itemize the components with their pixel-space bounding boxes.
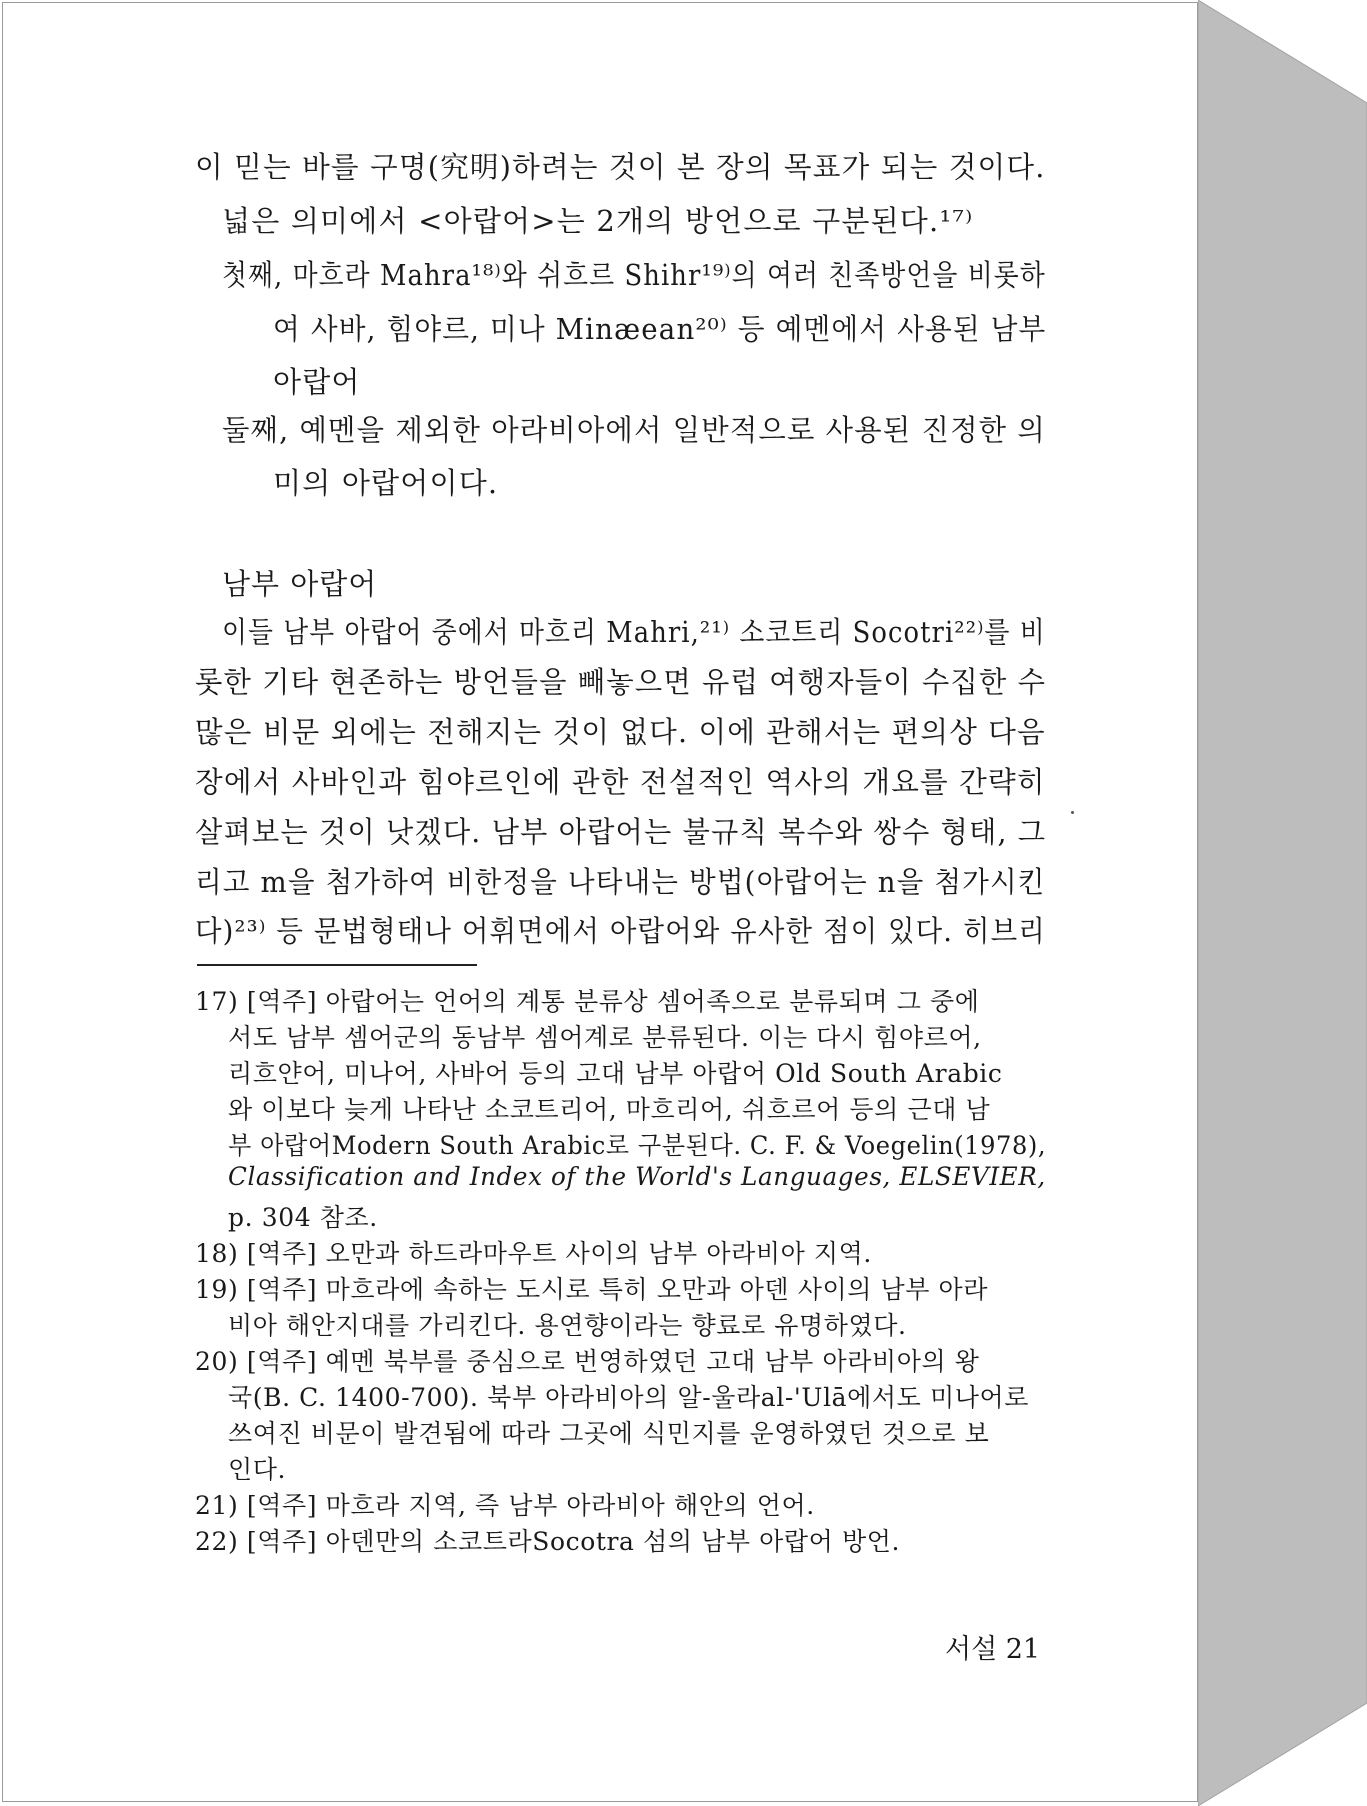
section-line-6: 리고 m을 첨가하여 비한정을 나타내는 방법(아랍어는 n을 첨가시킨: [195, 865, 1046, 899]
footnote-20-line-2: 국(B. C. 1400-700). 북부 아라비아의 알-울라al-'Ulā에서도 미나어로: [228, 1383, 1029, 1412]
footnote-22: 22) [역주] 아덴만의 소코트라Socotra 섬의 남부 아랍어 방언.: [195, 1527, 901, 1556]
footnote-17-line-1: 17) [역주] 아랍어는 언어의 계통 분류상 셈어족으로 분류되며 그 중에: [195, 987, 980, 1016]
footnote-17-line-4: 와 이보다 늦게 나타난 소코트리어, 마흐리어, 쉬흐르어 등의 근대 남: [228, 1095, 991, 1124]
footnote-18: 18) [역주] 오만과 하드라마우트 사이의 남부 아라비아 지역.: [195, 1239, 872, 1268]
body-line-2: 넓은 의미에서 <아랍어>는 2개의 방언으로 구분된다.¹⁷⁾: [222, 204, 974, 238]
footnote-20-line-4: 인다.: [228, 1455, 287, 1484]
footnote-17-line-5: 부 아랍어Modern South Arabic로 구분된다. C. F. & Voegelin(1978),: [228, 1131, 1047, 1160]
footnote-19-line-2: 비아 해안지대를 가리킨다. 용연향이라는 향료로 유명하였다.: [228, 1311, 907, 1340]
scan-speck: [1071, 811, 1074, 814]
section-line-5: 살펴보는 것이 낫겠다. 남부 아랍어는 불규칙 복수와 쌍수 형태, 그: [195, 815, 1047, 849]
body-line-3: 첫째, 마흐라 Mahra¹⁸⁾와 쉬흐르 Shihr¹⁹⁾의 여러 친족방언을 비롯하: [222, 258, 1046, 292]
footnote-rule: [197, 964, 477, 966]
footnote-17-line-6: Classification and Index of the World's Languages, ELSEVIER,: [228, 1162, 1046, 1191]
body-line-7: 미의 아랍어이다.: [273, 466, 499, 500]
page-thickness-edge: [1198, 0, 1367, 1806]
book-page: [2, 2, 1198, 1802]
footnote-20-line-3: 쓰여진 비문이 발견됨에 따라 그곳에 식민지를 운영하였던 것으로 보: [228, 1419, 990, 1448]
body-line-6: 둘째, 예멘을 제외한 아라비아에서 일반적으로 사용된 진정한 의: [222, 413, 1046, 447]
footnote-17-line-3: 리흐얀어, 미나어, 사바어 등의 고대 남부 아랍어 Old South Arabic: [228, 1059, 1003, 1088]
section-line-4: 장에서 사바인과 힘야르인에 관한 전설적인 역사의 개요를 간략히: [195, 765, 1046, 799]
footnote-17-line-7: p. 304 참조.: [228, 1203, 378, 1232]
footnote-20-line-1: 20) [역주] 예멘 북부를 중심으로 번영하였던 고대 남부 아라비아의 왕: [195, 1347, 980, 1376]
footnote-19-line-1: 19) [역주] 마흐라에 속하는 도시로 특히 오만과 아덴 사이의 남부 아라: [195, 1275, 989, 1304]
body-line-5: 아랍어: [273, 365, 361, 399]
body-line-4: 여 사바, 힘야르, 미나 Minæean²⁰⁾ 등 예멘에서 사용된 남부: [273, 312, 1047, 346]
section-line-2: 롯한 기타 현존하는 방언들을 빼놓으면 유럽 여행자들이 수집한 수: [195, 665, 1047, 699]
section-line-3: 많은 비문 외에는 전해지는 것이 없다. 이에 관해서는 편의상 다음: [195, 715, 1046, 749]
footnote-21: 21) [역주] 마흐라 지역, 즉 남부 아라비아 해안의 언어.: [195, 1491, 815, 1520]
section-line-1: 이들 남부 아랍어 중에서 마흐리 Mahri,²¹⁾ 소코트리 Socotri²²⁾를 비: [222, 615, 1046, 649]
body-line-1: 이 믿는 바를 구명(究明)하려는 것이 본 장의 목표가 되는 것이다.: [195, 150, 1046, 184]
section-heading: 남부 아랍어: [222, 567, 378, 601]
footnote-17-line-2: 서도 남부 셈어군의 동남부 셈어계로 분류된다. 이는 다시 힘야르어,: [228, 1023, 982, 1052]
page-number: 서설 21: [945, 1634, 1041, 1665]
section-line-7: 다)²³⁾ 등 문법형태나 어휘면에서 아랍어와 유사한 점이 있다. 히브리: [195, 914, 1046, 948]
